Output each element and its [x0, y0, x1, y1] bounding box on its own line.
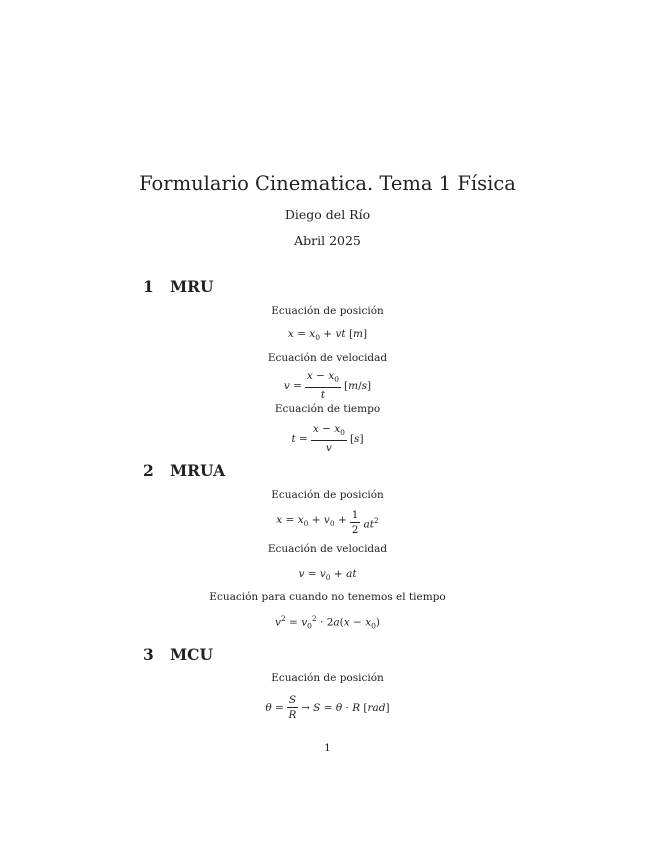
- equation-mru-position: $x = x_0$ + vt [m]: [287, 328, 368, 343]
- equation-mrua-position: $x = x_0 + v_0$ + $\frac{1}{2}$ $at^2$: [276, 509, 379, 536]
- page-number: 1: [324, 742, 331, 754]
- section-title: MRU: [170, 277, 214, 296]
- equation-label: Ecuación de velocidad: [267, 352, 388, 364]
- document-date: Abril 2025: [294, 233, 361, 248]
- equation-label: Ecuación de posición: [271, 305, 384, 317]
- section-number: 2: [143, 461, 154, 480]
- equation-mrua-timeless: $v^2 = v_0^2 \cdot 2a(x - x_0)$: [275, 614, 380, 631]
- section-title: MRUA: [170, 461, 226, 480]
- section-heading-mrua: [143, 461, 225, 481]
- equation-label: Ecuación de tiempo: [274, 403, 381, 415]
- equation-mcu-position: θ = $\frac{S}{R}$ → S = θ · R [rad]: [265, 694, 390, 721]
- equation-label: Ecuación de velocidad: [267, 543, 388, 555]
- document-author: Diego del Río: [284, 207, 371, 222]
- equation-mru-velocity: v = $\frac{x - x_0}{t}$ [m/s]: [283, 370, 372, 402]
- equation-label: Ecuación de posición: [271, 672, 384, 684]
- section-heading-mcu: [143, 645, 213, 665]
- section-number: 1: [143, 277, 154, 296]
- section-heading-mru: [143, 277, 214, 297]
- equation-label: Ecuación de posición: [271, 489, 384, 501]
- equation-mrua-velocity: $v = v_0$ + at: [298, 568, 357, 583]
- section-title: MCU: [170, 645, 214, 664]
- equation-label: Ecuación para cuando no tenemos el tiempo: [209, 591, 446, 603]
- equation-mru-time: t = $\frac{x - x_0}{v}$ [s]: [291, 423, 364, 455]
- document-title: Formulario Cinematica. Tema 1 Física: [139, 172, 516, 195]
- section-number: 3: [143, 645, 154, 664]
